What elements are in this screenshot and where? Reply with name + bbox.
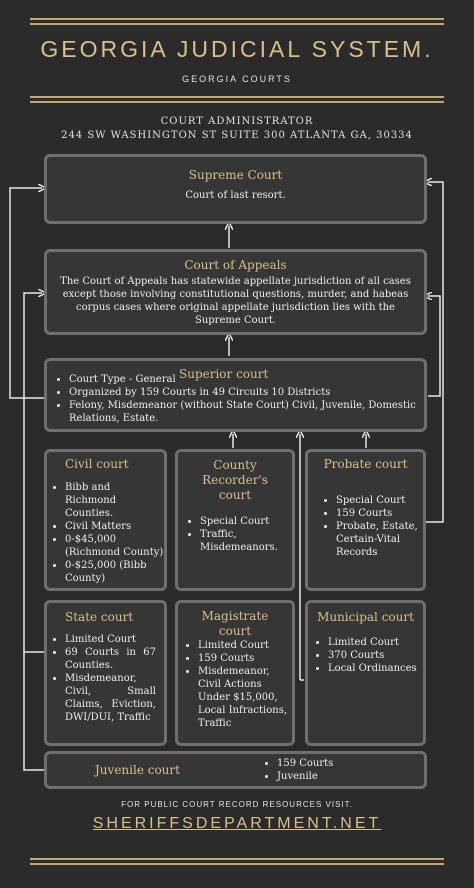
list-item: • 159 Courts (198, 652, 292, 665)
list-item: • Special Court (336, 494, 423, 507)
supreme-court-text: Court of last resort. (185, 190, 286, 201)
list-item: • Limited Court (65, 633, 156, 646)
magistrate-court-title: Magistrate court (201, 609, 269, 638)
footer-note: FOR PUBLIC COURT RECORD RESOURCES VISIT. (121, 800, 353, 809)
juvenile-connector (24, 652, 44, 770)
list-item: • 159 Courts (336, 507, 423, 520)
page-subtitle: GEORGIA COURTS (182, 74, 292, 84)
list-item: • 0-$45,000 (Richmond County) (65, 533, 164, 559)
list-item: • Probate, Estate, Certain-Vital Records (336, 520, 423, 559)
list-item: • Misdemeanor, Civil Actions Under $15,000, Local Infractions, Traffic (198, 665, 292, 730)
list-item: • Felony, Misdemeanor (without State Court) Civil, Juvenile, Domestic Relations, Estate. (69, 399, 418, 425)
magistrate-court-box (175, 600, 295, 746)
superior-court-title: Superior court (179, 367, 269, 381)
juvenile-court-box (44, 751, 427, 789)
list-item: • Special Court (200, 515, 292, 528)
superior-to-appeals-right-arrow (428, 296, 440, 396)
juvenile-court-title: Juvenile court (95, 763, 180, 777)
list-item: • Traffic, Misdemeanors. (200, 528, 292, 554)
superior-court-box (44, 358, 427, 432)
municipal-court-box (305, 600, 426, 746)
county-recorder-court-list (178, 515, 292, 554)
list-item: • Civil Matters (65, 520, 164, 533)
state-court-list (47, 633, 156, 724)
municipal-court-list (308, 636, 423, 675)
civil-court-title: Civil court (65, 457, 129, 471)
municipal-court-title: Municipal court (317, 610, 414, 624)
supreme-court-box (44, 154, 427, 224)
list-item: • Misdemeanor, Civil, Small Claims, Eviction, DWI/DUI, Traffic (65, 672, 156, 724)
court-of-appeals-box (44, 249, 427, 335)
list-item: • 69 Courts in 67 Counties. (65, 646, 156, 672)
footer-rule (30, 858, 444, 860)
footer-rule-inner (30, 863, 444, 865)
list-item: • Limited Court (198, 639, 292, 652)
list-item: • Organized by 159 Courts in 49 Circuits 10 Districts (69, 386, 418, 399)
footer-link[interactable]: SHERIFFSDEPARTMENT.NET (92, 815, 382, 832)
list-item: • Limited Court (328, 636, 423, 649)
state-court-box (44, 600, 167, 746)
admin-address: 244 SW WASHINGTON ST SUITE 300 ATLANTA GA, 30334 (61, 130, 413, 141)
list-item: • 159 Courts (277, 757, 333, 770)
state-to-appeals-arrow (24, 293, 44, 652)
probate-court-list (308, 494, 423, 559)
civil-court-list (47, 481, 164, 585)
probate-court-box (305, 449, 426, 591)
list-item: • Court Type - General (69, 373, 418, 386)
state-court-title: State court (65, 610, 134, 624)
supreme-court-title: Supreme Court (188, 168, 283, 182)
court-of-appeals-text: The Court of Appeals has statewide appellate jurisdiction of all cases except those involving constitutional questions, murder, and habeas corpus cases where original appellate jurisdiction lies with the Supreme Court. (60, 276, 411, 326)
admin-label: COURT ADMINISTRATOR (160, 116, 314, 127)
list-item: • Juvenile (277, 770, 333, 783)
list-item: • Bibb and Richmond Counties. (65, 481, 164, 520)
probate-court-title: Probate court (323, 457, 408, 471)
magistrate-court-list (178, 639, 292, 730)
juvenile-court-list (263, 757, 333, 783)
court-of-appeals-title: Court of Appeals (184, 258, 287, 272)
county-recorder-court-title: County Recorder's court (202, 458, 268, 502)
civil-court-box (44, 449, 167, 591)
county-recorder-court-box (175, 449, 295, 591)
page-title: GEORGIA JUDICIAL SYSTEM. (40, 36, 434, 62)
list-item: • 0-$25,000 (Bibb County) (65, 559, 164, 585)
list-item: • 370 Courts (328, 649, 423, 662)
list-item: • Local Ordinances (328, 662, 423, 675)
